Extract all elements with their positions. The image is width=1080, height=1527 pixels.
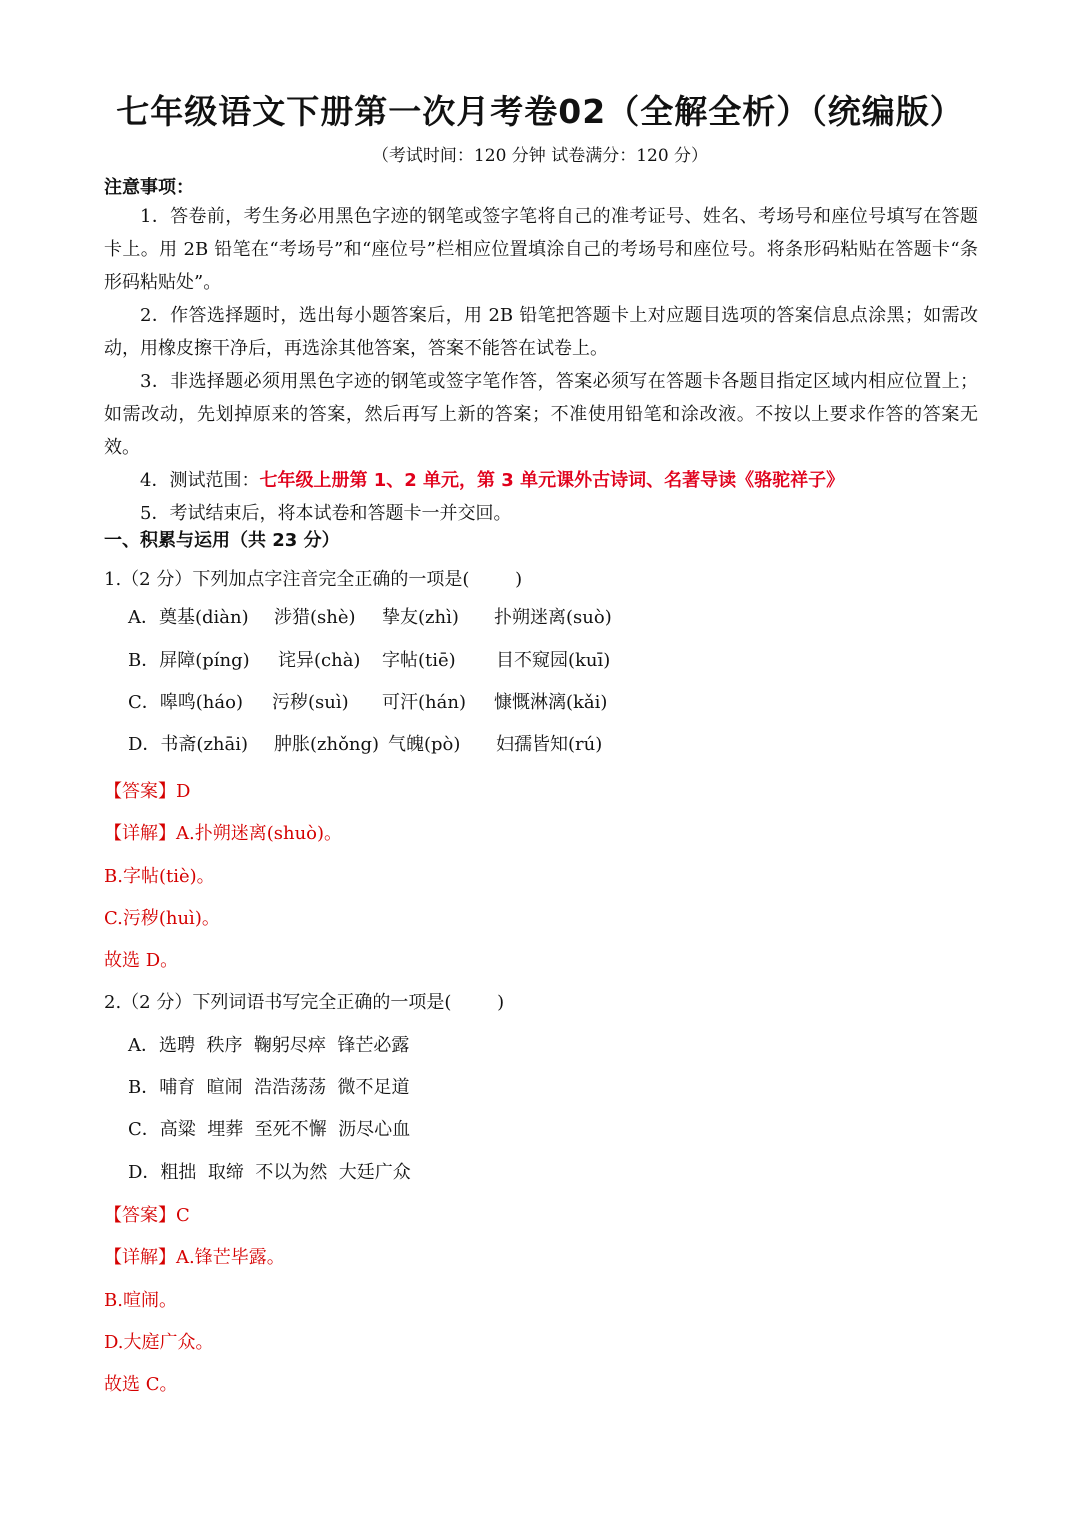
option-word: D．书斋(zhāi) (128, 734, 249, 755)
option-row: C．高粱 埋葬 至死不懈 沥尽心血 (128, 1119, 411, 1140)
option-word: 妇孺皆知(rú) (496, 734, 603, 755)
option-word: 可汗(hán) (382, 692, 466, 713)
answer-detail: B.喧闹。 (104, 1290, 177, 1311)
option-word: 肿胀(zhǒng) (274, 734, 380, 755)
exam-info: （考试时间：120 分钟 试卷满分：120 分） (371, 146, 709, 166)
note-item: 3．非选择题必须用黑色字迹的钢笔或签字笔作答，答案必须写在答题卡各题目指定区域内相应位置上；如需改动，先划掉原来的答案，然后再写上新的答案；不准使用铅笔和涂改液。不按以上要求作答的答案无效。 (104, 371, 978, 458)
option-row (128, 603, 828, 633)
option-row: A．选聘 秩序 鞠躬尽瘁 锋芒必露 (128, 1035, 410, 1056)
note-item: 1．答卷前，考生务必用黑色字迹的钢笔或签字笔将自己的准考证号、姓名、考场号和座位号填写在答题卡上。用 2B 铅笔在“考场号”和“座位号”栏相应位置填涂自己的考场号和座位号。将条形码粘贴在答题卡“条形码粘贴处”。 (104, 206, 978, 293)
answer-detail: B.字帖(tiè)。 (104, 866, 215, 887)
option-row (128, 688, 828, 718)
notes-heading: 注意事项： (104, 177, 194, 198)
note-4-prefix: 4．测试范围： (140, 470, 260, 491)
test-scope: 七年级上册第 1、2 单元，第 3 单元课外古诗词、名著导读《骆驼祥子》 (259, 470, 845, 491)
option-word: 挚友(zhì) (382, 607, 459, 628)
option-row: D．粗拙 取缔 不以为然 大廷广众 (128, 1162, 411, 1183)
option-word: 慷慨淋漓(kǎi) (494, 692, 608, 713)
option-row (128, 730, 828, 760)
question-2-stem: 2.（2 分）下列词语书写完全正确的一项是( ) (104, 992, 505, 1013)
section-heading: 一、积累与运用（共 23 分） (104, 530, 340, 551)
notes-block (104, 200, 978, 530)
note-item (104, 464, 978, 497)
answer-detail: 【详解】A.锋芒毕露。 (104, 1247, 285, 1268)
option-word: 诧异(chà) (278, 650, 361, 671)
answer-detail: 【详解】A.扑朔迷离(shuò)。 (104, 823, 343, 844)
option-word: C．嗥鸣(háo) (128, 692, 243, 713)
answer-label: 【答案】C (104, 1205, 190, 1226)
option-word: A．奠基(diàn) (128, 607, 249, 628)
note-item: 2．作答选择题时，选出每小题答案后，用 2B 铅笔把答题卡上对应题目选项的答案信息点涂黑；如需改动，用橡皮擦干净后，再选涂其他答案，答案不能答在试卷上。 (104, 305, 978, 359)
option-word: 涉猎(shè) (274, 607, 356, 628)
option-word: 字帖(tiē) (382, 650, 456, 671)
option-row: B．哺育 暄闹 浩浩荡荡 微不足道 (128, 1077, 410, 1098)
answer-label: 【答案】D (104, 781, 191, 802)
option-word: B．屏障(píng) (128, 650, 250, 671)
page-title: 七年级语文下册第一次月考卷02（全解全析）（统编版） (116, 92, 964, 131)
option-row (128, 646, 828, 676)
answer-detail: D.大庭广众。 (104, 1332, 214, 1353)
option-word: 目不窥园(kuī) (496, 650, 611, 671)
note-item: 5．考试结束后，将本试卷和答题卡一并交回。 (140, 503, 512, 524)
answer-detail: C.污秽(huì)。 (104, 908, 220, 929)
question-1-stem: 1.（2 分）下列加点字注音完全正确的一项是( ) (104, 569, 523, 590)
option-word: 气魄(pò) (388, 734, 461, 755)
option-word: 污秽(suì) (272, 692, 349, 713)
answer-detail: 故选 C。 (104, 1374, 178, 1395)
answer-detail: 故选 D。 (104, 950, 179, 971)
option-word: 扑朔迷离(suò) (494, 607, 612, 628)
